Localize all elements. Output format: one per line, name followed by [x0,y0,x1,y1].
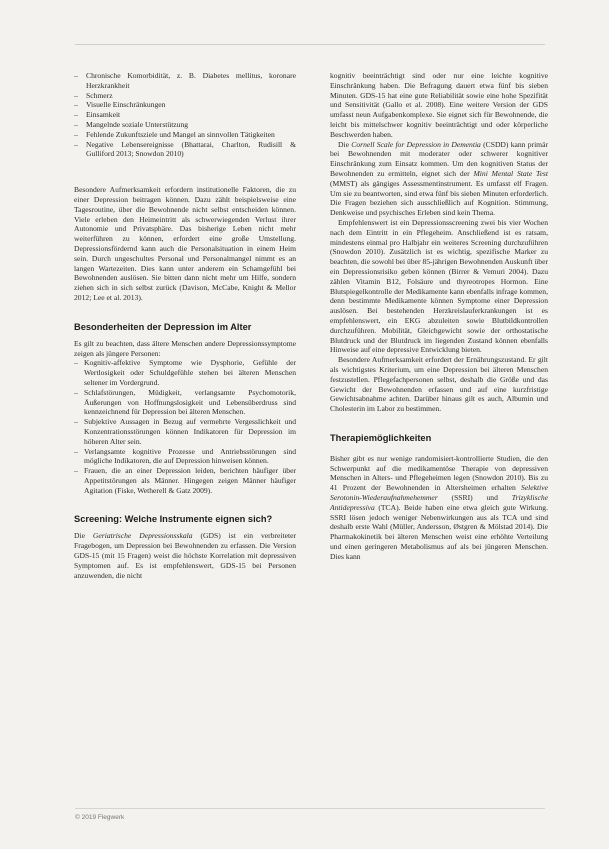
text-run: (GDS) ist ein verbreiteter Fragebogen, um Depression bei Bewohnenden zu erfassen. Die Version GDS-15 (mit 15 Fragen) weist die höchste Korrelation mit depressiven Symptomen auf. Es ist empfehlenswert, GDS-15 bei Personen anzuwenden, die nicht [74,531,296,580]
paragraph [330,454,548,562]
list-item: – Mangelnde soziale Unterstützung [74,120,296,130]
list-item: – Schmerz [74,91,296,101]
text-run: Bisher gibt es nur wenige randomisiert-kontrollierte Studien, die den Schwerpunkt auf die medikamentöse Therapie von depressiven Menschen in Alters- und Pflegeheimen legen (Snowdon 2010). Bis zu 41 Prozent der Bewohnenden in Altersheimen erhalten [330,453,548,493]
footer-rule [75,808,545,809]
list-item: – Verlangsamte kognitive Prozesse und Antriebsstörungen sind mögliche Indikatoren, die auf Depression hinweisen können. [74,447,296,467]
section-heading: Therapiemöglichkeiten [330,432,432,443]
list-item: – Einsamkeit [74,110,296,120]
text-run: Die [338,139,352,149]
drug-class-name: Trizyklische Antidepressiva [330,493,548,512]
list-item: – Visuelle Einschränkungen [74,100,296,110]
section-heading: Besonderheiten der Depression im Alter [74,321,252,332]
text-run: (TCA). Beide haben eine etwa gleich gute Wirkung. SSRI lösen jedoch weniger Nebenwirkungen aus als TCA und sind deshalb erste Wahl (Müller, Andersson, Østgren & Mölstad 2014). Die Pharmakokinetik bei älteren Menschen weist eine erhöhte Verteilung und einen geringeren Metabolismus auf als bei jüngeren Menschen. Dies kann [330,502,548,561]
list-item: – Chronische Komorbidität, z. B. Diabetes mellitus, koronare Herzkrankheit [74,71,296,91]
paragraph: kognitiv beeinträchtigt sind oder nur eine leichte kognitive Einschränkung haben. Die Befragung dauert etwa fünf bis sieben Minuten. GDS-15 hat eine gute Reliabilität sowie eine hohe Spezifität und Sensitivität (Gallo et al. 2008). Eine weitere Version der GDS umfasst neun Aufgabenkomplexe. Sie eignet sich für Bewohnende, die leicht bis mittelschwer kognitiv beeinträchtigt und oder körperliche Beschwerden haben. [330,71,548,139]
risk-factor-list [74,71,296,159]
instrument-name: Cornell Scale for Depression in Dementia [351,139,481,149]
list-item: – Subjektive Aussagen in Bezug auf vermehrte Vergesslichkeit und Konzentrationsstörungen können Indikatoren für Depression im höheren Alter sein. [74,417,296,446]
header-rule [75,44,545,45]
list-item: – Kognitiv-affektive Symptome wie Dysphorie, Gefühle der Wertlosigkeit oder Schuldgefühle stehen bei älteren Menschen seltener im Vordergrund. [74,358,296,387]
text-run: Die [74,531,93,541]
paragraph: Empfehlenswert ist ein Depressionsscreening zwei bis vier Wochen nach dem Eintritt in ein Pflegeheim. Anschließend ist es ratsam, mindestens einmal pro Halbjahr ein weiteres Screening durchzuführen (Snowdon 2010). Zusätzlich ist es wichtig, spezifische Marker zu beachten, die sowohl bei über 85-jährigen Bewohnenden Auskunft über ein Depressionsrisiko geben können (Birrer & Vemuri 2004). Dazu zählen Vitamin B12, Folsäure und thyreotropes Hormon. Eine Blutspiegelkontrolle der Medikamente kann ebenfalls infrage kommen, denn bestimmte Medikamente können Symptome einer Depression auslösen. Bei bestehenden Herzkreislauferkrankungen ist es empfehlenswert, ein EKG abzuleiten sowie Blutbildkontrollen durchzuführen. Mobilität, Gleichgewicht sowie der orthostatische Blutdruck und der Blutdruck im liegenden Zustand können ebenfalls Hinweise auf eine depressive Entwicklung bieten. [330,217,548,355]
drug-class-name: Selektive Serotonin-Wiederaufnahmehemmer [330,483,548,503]
footer-copyright: © 2019 Flegwerk [75,814,125,821]
paragraph: Besondere Aufmerksamkeit erfordern institutionelle Faktoren, die zu einer Depression beitragen können. Dazu zählt beispielsweise eine Tagesroutine, über die Bewohnende nicht selbst entscheiden können. Viele erleben den Heimeintritt als schwerwiegenden Verlust ihrer Autonomie und Privatsphäre. Das bisherige Leben nicht mehr weiterführen zu können, erfordert eine große Umstellung. Depressionsfördernd kann auch die Personalsituation in einem Heim sein. Durch ungeschultes Personal und Personalmangel nimmt es an langen Wartezeiten. Dies kann unter anderem ein Schamgefühl bei Bewohnenden auslösen. Sie bitten dann nicht mehr um Hilfe, sondern ziehen sich in sich selbst zurück (Davison, McCabe, Knight & Mellor 2012; Lee et al. 2013). [74,185,296,302]
list-item: – Schlafstörungen, Müdigkeit, verlangsamte Psychomotorik, Äußerungen von Hoffnungslosigkeit und Lebensüberdruss sind kennzeichnend für Depression bei älteren Menschen. [74,388,296,417]
list-item: – Fehlende Zukunftsziele und Mangel an sinnvollen Tätigkeiten [74,130,296,140]
left-column [74,71,296,580]
paragraph: Besondere Aufmerksamkeit erfordert der Ernährungszustand. Er gilt als wichtigstes Kriterium, um eine Depression bei älteren Menschen festzustellen. Pflegefachpersonen selbst, deshalb die Größe und das Gewicht der Bewohnenden erfassen und auf eine kurzfristige Gewichtsabnahme achten. Darüber hinaus gilt es auch, Albumin und Cholesterin im Labor zu bestimmen. [330,355,548,414]
paragraph: Es gilt zu beachten, dass ältere Menschen andere Depressionssymptome zeigen als jüngere Personen: [74,338,296,358]
section-heading: Screening: Welche Instrumente eignen sich? [74,514,273,525]
right-column [330,71,548,562]
instrument-name: Mini Mental State Test [473,168,548,178]
paragraph [74,531,296,580]
symptom-list [74,358,296,495]
text-run: (MMST) als gängiges Assessmentinstrument. Es umfasst elf Fragen. Um sie zu beantworten, sind etwa fünf bis sieben Minuten erforderlich. Die Fragen beziehen sich ausschließlich auf Kognition. Stimmung, Denkweise und psychisches Erleben sind kein Thema. [330,178,548,218]
text-run: (CSDD) kann primär bei Bewohnenden mit moderater oder schwerer kognitiver Einschränkung zum Einsatz kommen. Um den kognitiven Status der Bewohnenden zu ermitteln, eignet sich der [330,139,548,178]
list-item: – Negative Lebensereignisse (Bhattarai, Charlton, Rudisill & Gulliford 2013; Snowdon 2010) [74,140,296,160]
list-item: – Frauen, die an einer Depression leiden, berichten häufiger über Appetitstörungen als Männer. Hingegen zeigen Männer häufiger Agitation (Fiske, Wetherell & Gatz 2009). [74,466,296,495]
text-run: (SSRI) und [437,493,512,503]
paragraph [330,140,548,218]
instrument-name: Geriatrische Depressionsskala [92,531,193,541]
